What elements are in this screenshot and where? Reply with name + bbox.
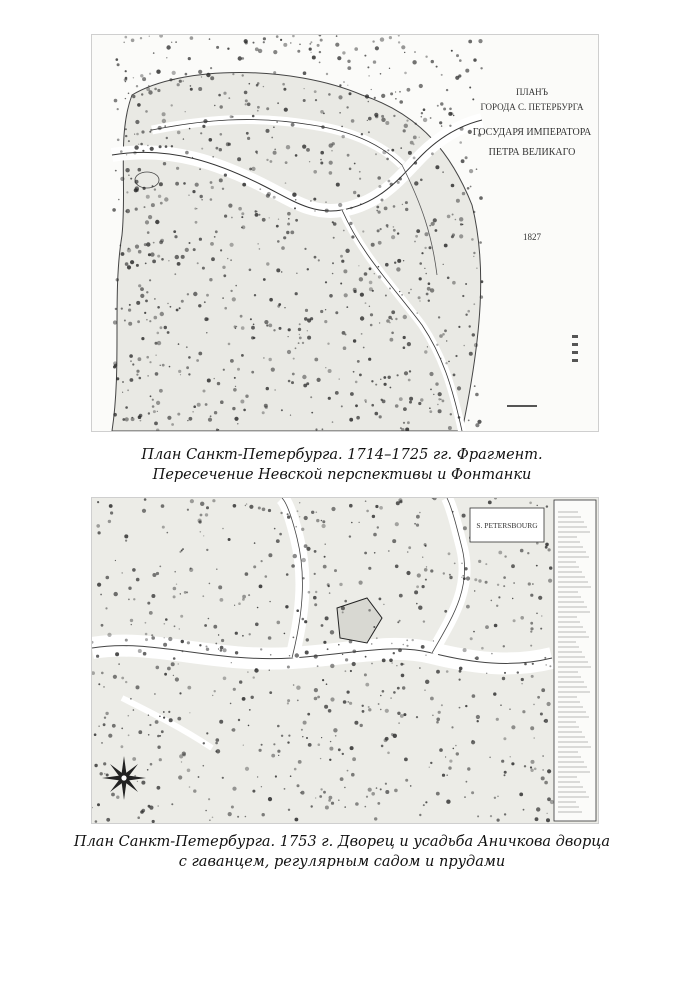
cartouche-title: S. PETERSBOURG bbox=[476, 521, 538, 530]
svg-text:ГОСУДАРЯ ИМПЕРАТОРА: ГОСУДАРЯ ИМПЕРАТОРА bbox=[472, 127, 592, 138]
map-image-1753 bbox=[91, 497, 599, 824]
figure-1-caption-line-2: Пересечение Невской перспективы и Фонтанки bbox=[152, 467, 532, 483]
figure-2-caption bbox=[0, 832, 684, 872]
figure-2-caption-line-2: с гаванцем, регулярным садом и прудами bbox=[178, 854, 506, 870]
map-2-drawing bbox=[92, 498, 598, 823]
map-image-1714-1725 bbox=[91, 34, 599, 432]
svg-text:ГОРОДА С. ПЕТЕРБУРГА: ГОРОДА С. ПЕТЕРБУРГА bbox=[480, 102, 584, 112]
svg-text:ПЛАНЪ: ПЛАНЪ bbox=[516, 87, 548, 97]
figure-1-caption bbox=[0, 445, 684, 485]
svg-text:ПЕТРА ВЕЛИКАГО: ПЕТРА ВЕЛИКАГО bbox=[488, 147, 576, 158]
figure-2-caption-line-1: План Санкт-Петербурга. 1753 г. Дворец и усадьба Аничкова дворца bbox=[73, 834, 611, 850]
map-1-drawing bbox=[92, 35, 598, 431]
figure-1-caption-line-1: План Санкт-Петербурга. 1714–1725 гг. Фрагмент. bbox=[141, 447, 543, 463]
svg-text:1827: 1827 bbox=[523, 232, 541, 242]
